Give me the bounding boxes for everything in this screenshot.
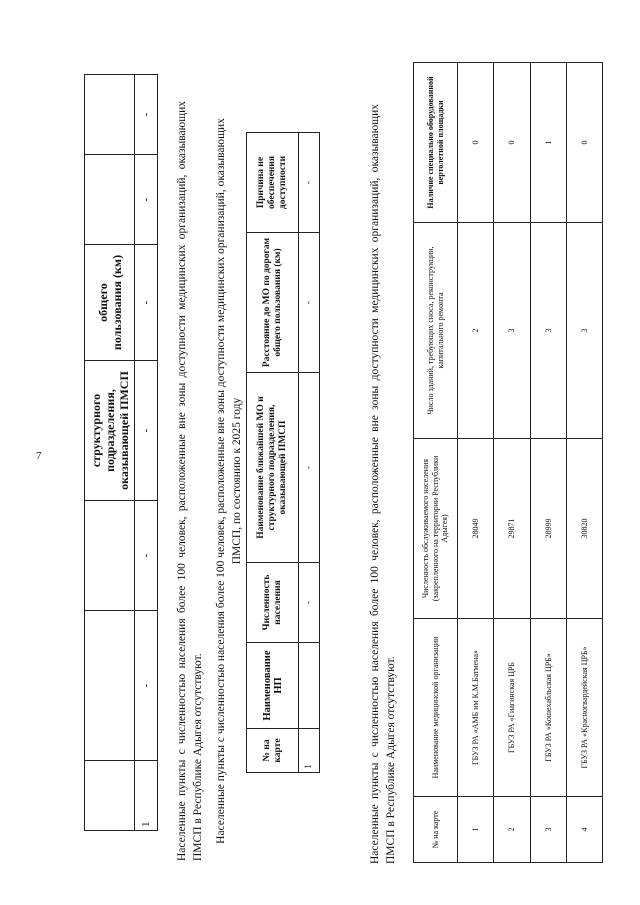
paragraph-no-settlements-2: Населенные пункты с численностью населения более 100 человек, расположенные вне зоны доступности медицинских организаций, оказывающих ПМСП в Республике Адыгея отсутствуют. xyxy=(369,104,397,864)
table2-header-cell: Расстояние до МО по дорогам общего пользования (км) xyxy=(247,233,299,373)
table1-cell: - xyxy=(135,611,158,761)
table2-header-cell: Наименование НП xyxy=(247,643,299,729)
table1-cell: - xyxy=(135,75,158,155)
paragraph-2025-heading: Населенные пункты с численностью населения более 100 человек, расположенные вне зоны доступности медицинских организаций, оказывающих ПМСП, по состоянию к 2025 году xyxy=(215,118,243,844)
table-row xyxy=(494,63,530,863)
table3-cell: 3 xyxy=(494,223,530,439)
table3-header-cell: Наименование медицинской организации xyxy=(414,619,458,797)
table3-cell: ГБУЗ РА «АМБ им К.М.Батмена» xyxy=(458,619,494,797)
table-row xyxy=(458,63,494,863)
table3-cell: 2 xyxy=(494,797,530,863)
table1-header-cell xyxy=(85,761,135,831)
table3-cell: 3 xyxy=(530,223,566,439)
table1-cell: - xyxy=(135,155,158,245)
table2-cell: - xyxy=(299,373,320,563)
table-row xyxy=(566,63,602,863)
table2-cell xyxy=(299,643,320,729)
table1-header-cell xyxy=(85,611,135,761)
table3-header-cell: № на карте xyxy=(414,797,458,863)
table3-cell: 0 xyxy=(566,63,602,223)
table1-header-cell xyxy=(85,75,135,155)
table2-header-cell: Причина не обеспечения доступности xyxy=(247,133,299,233)
table3-cell: 0 xyxy=(494,63,530,223)
table1-header-cell xyxy=(85,155,135,245)
table3-cell: 3 xyxy=(530,797,566,863)
table3-cell: 0 xyxy=(458,63,494,223)
table3-cell: 1 xyxy=(530,63,566,223)
table3-cell: 28049 xyxy=(458,439,494,619)
table3-cell: ГБУЗ РА «Гиагинская ЦРБ xyxy=(494,619,530,797)
table-row xyxy=(135,75,158,831)
table3-header-cell: Наличие специально оборудованной вертолетной площадки xyxy=(414,63,458,223)
table3-cell: ГБУЗ РА «Кошехабльская ЦРБ» xyxy=(530,619,566,797)
table1-cell: - xyxy=(135,501,158,611)
table1-cell: 1 xyxy=(135,761,158,831)
table3-header-cell: Число зданий, требующих сноса, реконструкции, капитального ремонта xyxy=(414,223,458,439)
table3-header-row xyxy=(414,63,458,863)
table3-cell: ГБУЗ РА «Красногвардейская ЦРБ» xyxy=(566,619,602,797)
medical-organizations-table xyxy=(413,63,603,863)
table-row xyxy=(299,133,320,773)
table-row xyxy=(530,63,566,863)
table3-cell: 1 xyxy=(458,797,494,863)
page-number: 7 xyxy=(36,450,42,462)
outreach-table-continuation xyxy=(84,75,158,831)
table2-cell: - xyxy=(299,133,320,233)
table2-header-row xyxy=(247,133,299,773)
table1-header-cell: общего пользования (км) xyxy=(85,245,135,361)
table3-cell: 30820 xyxy=(566,439,602,619)
table2-cell: 1 xyxy=(299,729,320,773)
table3-cell: 2 xyxy=(458,223,494,439)
table3-cell: 4 xyxy=(566,797,602,863)
table3-cell: 3 xyxy=(566,223,602,439)
table2-header-cell: Численность населения xyxy=(247,563,299,643)
table3-header-cell: Численность обслуживаемого населения (закрепленного на территории Республики Адыгея) xyxy=(414,439,458,619)
table3-cell: 29871 xyxy=(494,439,530,619)
paragraph-no-settlements-1: Населенные пункты с численностью населения более 100 человек, расположенные вне зоны доступности медицинских организаций, оказывающих ПМСП в Республике Адыгея отсутствуют. xyxy=(176,101,204,861)
table1-cell: - xyxy=(135,361,158,501)
table1-header-cell: структурного подразделения, оказывающей ПМСП xyxy=(85,361,135,501)
table2-cell: - xyxy=(299,563,320,643)
table3-cell: 28999 xyxy=(530,439,566,619)
table1-cell: - xyxy=(135,245,158,361)
table2-header-cell: Наименование ближайшей МО и структурного подразделения, оказывающей ПМСП xyxy=(247,373,299,563)
settlements-2025-table xyxy=(246,133,320,773)
table1-header-row xyxy=(85,75,135,831)
table2-header-cell: № на карте xyxy=(247,729,299,773)
table1-header-cell xyxy=(85,501,135,611)
table2-cell: - xyxy=(299,233,320,373)
